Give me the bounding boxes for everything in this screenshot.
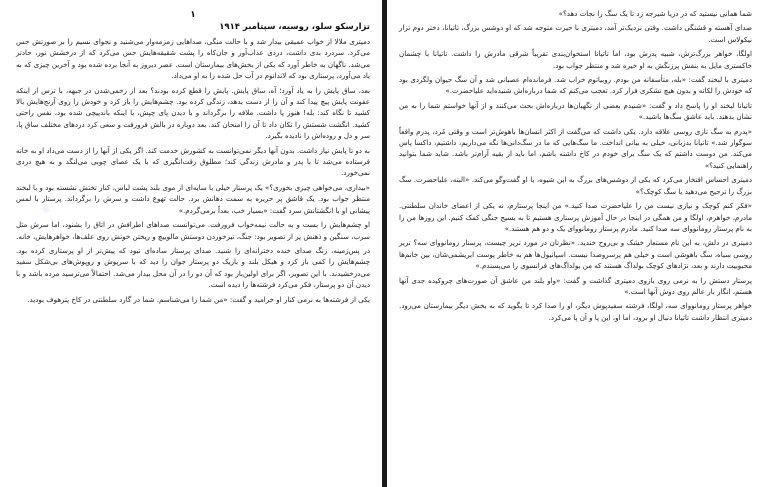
watermark: · bbox=[29, 190, 64, 230]
left-page-body bbox=[16, 36, 370, 305]
paragraph: بعد، ساق پایش را به یاد آورد؛ آه، ساق پایش. پایش را قطع کرده بودند؟ بعد از زخمی‌شدن در جبهه، با ترس از اینکه عفونت پایش پیچ پیدا کند و آن را از دست بدهد، زندگی کرده بود. چشم‌هایش را باز کرد و خودش را روی آرنج‌هایش بالا کشید تا نگاه کند: بله! هنوز پا داشت. ملافه را برگرداند و با دیدن پای چپش، با اینکه باندپیچی شده بود، نفس راحتی کشید. انگشت شستش را تکان داد تا آن را امتحان کند. بعد دوباره در بالش فرورفت و سعی کرد دردهای مختلف ساق پا، سر و دل و روده‌اش را نادیده بگیرد. bbox=[16, 85, 370, 141]
paragraph: اولگا، خواهر بزرگ‌ترش، شبیه پدرش بود، اما تاتیانا استخوان‌بندی تقریباً شرقی مادرش را داشت. تاتیانا با چشمان خاکستری مایل به بنفش پرزنگش به او خیره شد و منتظر جواب بود. bbox=[399, 49, 752, 70]
paragraph: او چشم‌هایش را بست و به حالت نیمه‌خواب فرورفت. می‌توانست صداهای اطرافش در اتاق را بشنود، اما سرش مثل سرب، سنگین و ذهنش پر از تصویر بود: جنگ، تیرخوردن دوستش مالوییچ و ریختن خونش روی علف‌ها، خواهرهایش، خانه. bbox=[16, 220, 370, 241]
paragraph: «پدرم به سگ تازی روسی علاقه دارد. یکی داشت که می‌گفت از اکثر انسان‌ها باهوش‌تر است و وقتی مُرد، پدرم واقعاً سوگوار شد.» تاتیانا بدزبانی، خیلی به بیانی انداخت. ما سگ‌هایی که ما در سگ‌دانی‌ها نگه می‌داریم، داشتیم، داکسا پاس می‌کند. من دوست داشتم که یک سگ برای خودم در کاخ داشته باشم، اما باید از بقیه آرام‌تر باشد. شاید شما بتوانید راهنمایی کنید؟» bbox=[399, 126, 752, 170]
paragraph: خواهر پرستار رومانووای سه، اولگا، فرشته سفیدپوش دیگر، او را صدا کرد تا بگوید که به بخش دیگر بیمارستان می‌رود. دمیتری انتظار داشت تاتیانا دنبال او برود، اما او، این پا و آن پا می‌کرد. bbox=[399, 301, 752, 322]
paragraph: دمیتری با لبخند گفت: «بله، متأسفانه من بودم. روبیاتوم خراب شد. فرمانده‌ام عصبانی شد و آن سگ حیوان ولگردی بود که خودش را لکاته و بدون هیچ تشکری فرار کرد. تعجب می‌کنم که شما درباره‌اش شنیده‌اید علیاحضرت.» bbox=[399, 75, 752, 96]
page-number: ۱ bbox=[190, 10, 196, 20]
paragraph: تاتیانا لبخند او را پاسخ داد و گفت: «شنیدم بعضی از نگهبان‌ها درباره‌اش بحث می‌کنند و از آنها خواستم شما را به من نشان بدهند. باید عاشق سگ‌ها باشید.» bbox=[399, 100, 752, 122]
paragraph: پرستار دستش را به نرمی روی بازوی دمیتری گذاشت و گفت: «واو بلند من عاشق آن صورت‌های چروکیده جدی آنها هستم، انگار بار عالم روی دوش آنها است.» bbox=[399, 275, 752, 296]
right-page-body bbox=[399, 8, 752, 323]
right-page bbox=[387, 0, 768, 487]
paragraph: به دو تا پایش نیاز داشت. بدون آنها دیگر نمی‌توانست به کشورش خدمت کند. اگر یکی از آنها را از دست می‌داد او به خانه فرستاده می‌شد تا با پدر و مادرش زندگی کند؛ مطلوق رقت‌انگیزی که با یک عصای چوبی می‌لنگد و به هیچ دردی نمی‌خورد. bbox=[16, 145, 370, 178]
left-page bbox=[0, 0, 382, 487]
paragraph: «فکر کنم کوچک و نیازی نیست من را علیاحضرت صدا کنید.» من اینجا پرستارم، نه یکی از اعضای خاندان سلطنتی. مادرم، خواهرم، اولگا و من همگی در اینجا در حال آموزش پرستاری هستیم تا به بسیج جنگی کمک کنیم. این روزها من را به نام پرستار رومانووای سه صدا کنید. مادرم پرستار رومانووای یک و دو هم هستند.» bbox=[399, 201, 752, 233]
paragraph: دمیتری در دلش، به این نام مستعار خشک و بی‌روح خندید. «نظرتان در مورد تریر چیست، پرستار رومانووای سه؟ تریر روسی سیاه، سگ باهوشی است و خیلی هم پرسروصدا نیست. اسپانیول‌ها هم به خاطر پوست ابریشمی‌شان، بین خانم‌ها محبوبیت دارند و بعد، نژادهای کوچک بولداگ هستند که من بولداگ‌های فرانسوی را می‌پسندم.» bbox=[399, 238, 752, 271]
paragraph: دمیتری احساس افتخار می‌کرد که یکی از دوشس‌های بزرگ به این شیوه، با او گفت‌وگو می‌کند. «البته، علیاحضرت. سگ بزرگ را ترجیح می‌دهید یا سگ کوچک؟» bbox=[399, 175, 752, 196]
paragraph: دمیتری ملالا از خواب عمیقی بیدار شد و با حالت منگی، صداهایی زمزمه‌وار می‌شنید و نجوای نسیم را بر صورتش حس می‌کرد. سردرد بدی داشت، دردی عذاب‌آور و جان‌کاه را پشت شقیقه‌هایش حس می‌کرد که از درخشش نور، حادتر می‌شد. ناگهان به خاطر آورد که یکی از بخش‌های بیمارستان است. عصر دیروز به آنجا برده شده بود و آخرین چیزی که به یاد می‌آورد، پرستاری بود که لاتدانوم در آب حل شده را به او می‌داد. bbox=[16, 37, 370, 81]
paragraph: صدای آهسته و قشنگی داشت. وقتی نزدیک‌تر آمد، دمیتری با حیرت متوجه شد که او دوشس بزرگ، تاتیانا، دختر دوم تزار نیکولاس است. bbox=[399, 23, 752, 44]
chapter-title: تزارسکو سلو، روسیه، سپتامبر ۱۹۱۴ bbox=[219, 22, 370, 32]
paragraph: «بیداری، می‌خواهی چیزی بخوری؟» یک پرستار خیلی با سایه‌ای از موی بلند پشت لباس، کنار تختش نشسته بود و با لبخند منتظر جواب بود. یک قاشق پر حریره به سمت دهانش برد. حالت تهوع داشت و سرش را برگرداند. پرستار با لمس پیشانی او با انگشتانش سرد گفت: «بسیار خب، بعداً برمی‌گردم.» bbox=[16, 182, 370, 215]
paragraph: یکی از فرشته‌ها به نرمی کنار او خرامید و گفت: «من شما را می‌شناسم. شما در گارد سلطنتی در کاخ پترهوف بودید. bbox=[27, 294, 370, 304]
paragraph: شما همانی نیستید که در دریا شیرجه زد تا یک سگ را نجات دهد؟» bbox=[558, 9, 752, 18]
paragraph: در پس‌زمینه، زنگ صدای خنده دخترانه‌ای را شنید. صدای پرستار ساده‌ای نبود که پیش‌تر از او پرستاری کرده بود. چشم‌هایش را کمی باز کرد و هیکل بلند و باریک دو پرستار جوان را دید که با سرپوش و روپوش‌های بی‌شکل سفید می‌درخشیدند. با این تصویر، اگر برای اولین‌بار بود که آن دو را در آن محل بیدار می‌شد. احتمالاً می‌ترسید مرده باشد و با دیدن آن دو پرستار، فکر می‌کرد فرشته‌ها را دیده است. bbox=[16, 245, 370, 290]
